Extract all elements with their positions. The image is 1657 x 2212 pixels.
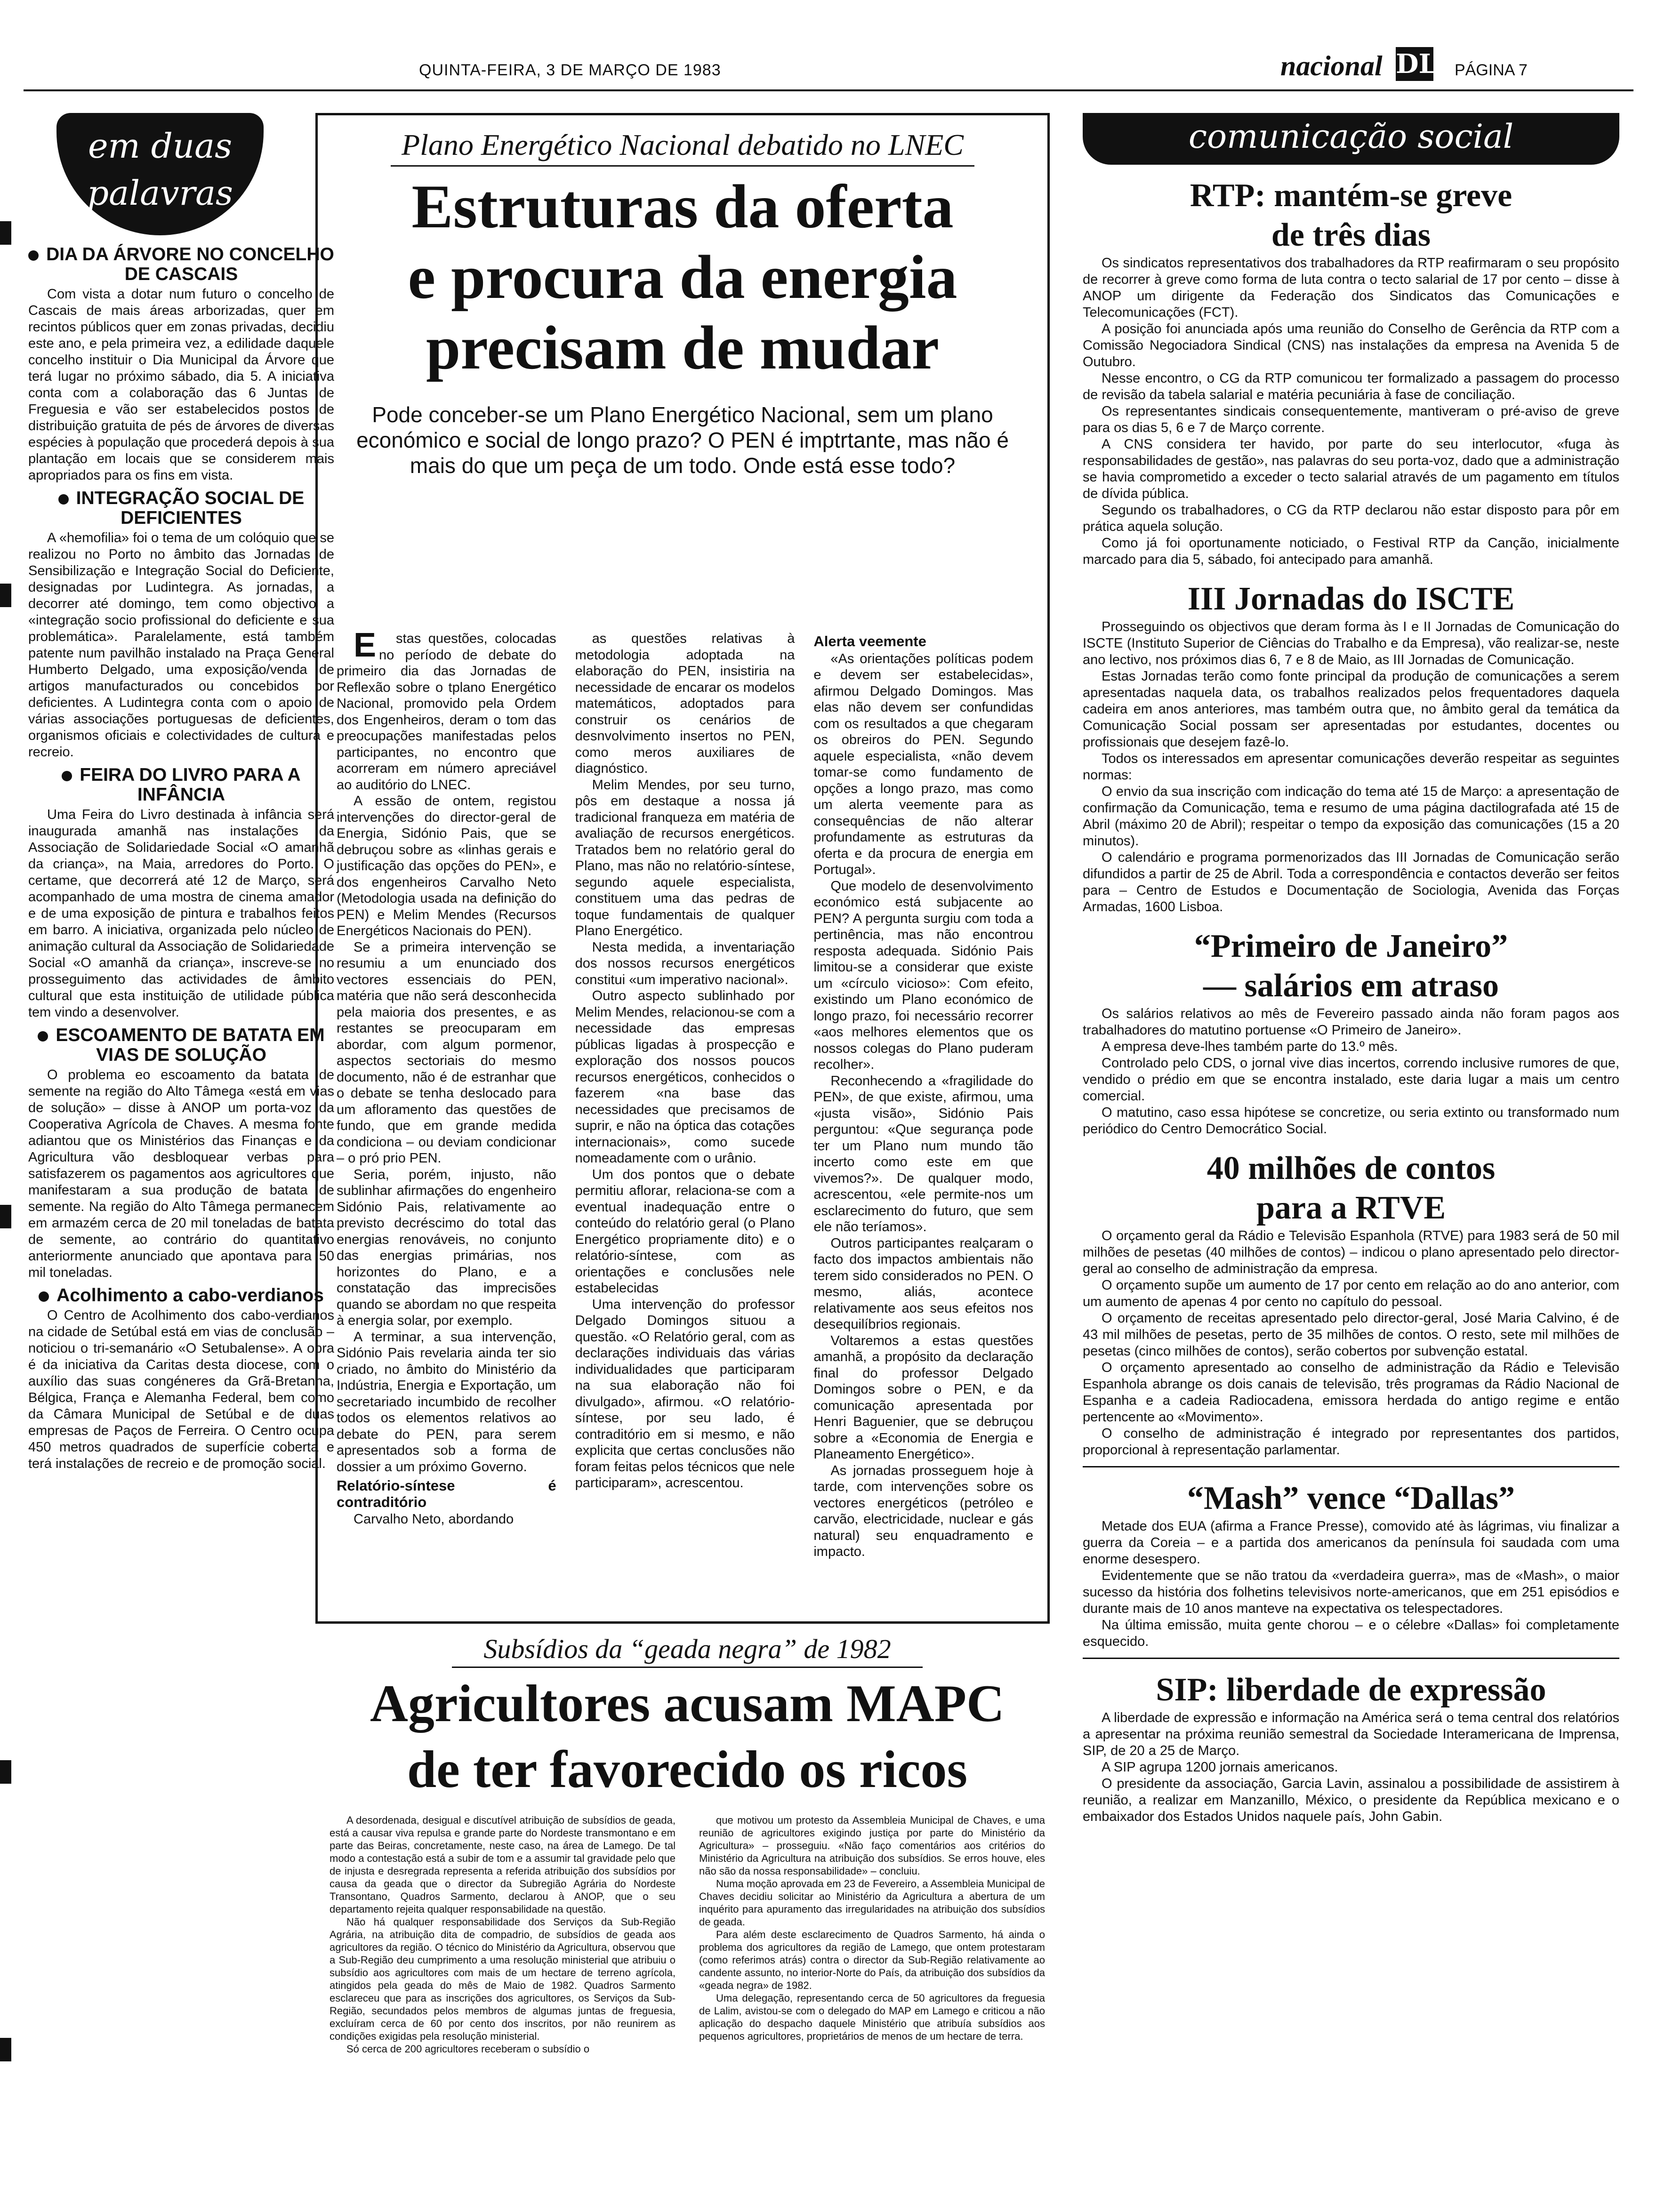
news-item [1083,1670,1619,1825]
agriculture-article [330,1633,1045,2055]
bullet-icon [62,771,72,781]
news-body: O orçamento geral da Rádio e Televisão Espanhola (RTVE) para 1983 será de 50 mil milhões de pesetas (40 milhões de contos) – indicou o plano apresentado pelo director-geral ao conselho de administração da empresa. O orçamento supõe um aumento de 17 por cento em relação ao do ano anterior, com um aumento de apenas 4 por cento no capítulo do pessoal. O orçamento de receitas apresentado pelo director-geral, José Maria Calvino, é de 43 mil milhões de pesetas, perto de 35 milhões de contos. O resto, sete mil milhões de pesetas (cinco milhões de contos), serão cobertos por subvenção estatal. O orçamento apresentado ao conselho de administração da Rádio e Televisão Espanhola abrange os dois canais de televisão, três programas da Rádio Nacional de Espanha e a cadeia Radiocadena, emissora herdada do antigo regime e então pertencente ao «Movimento». O conselho de administração é integrado por representantes dos partidos, proporcional à representação parlamentar. [1083,1228,1619,1458]
news-title: “Mash” vence “Dallas” [1187,1480,1515,1516]
brief-text: Uma Feira do Livro destinada à infância será inaugurada amanhã nas instalações da Associação de Solidariedade Social «O amanhã da criança», na Maia, arredores do Porto. O certame, que decorrerá até 12 de Março, será acompanhado de uma mostra de cinema amador e de uma exposição de pintura e trabalhos feitos em barro. A iniciativa, organizada pelo núcleo de animação cultural da Associação de Solidariedade Social «O amanhã da criança», inscreve-se no prosseguimento das actividades de âmbito cultural que esta instituição de utilidade pública tem vindo a desenvolver. [28,807,334,1020]
margin-mark-icon [0,221,11,245]
news-title: SIP: liberdade de expressão [1156,1672,1546,1708]
header-rule [24,89,1633,91]
news-item [1083,1149,1619,1459]
comunicacao-social-banner: comunicação social [1083,113,1619,165]
news-title: 40 milhões de contos para a RTVE [1207,1150,1496,1226]
news-body: A liberdade de expressão e informação na América será o tema central dos relatórios a apresentar na próxima reunião semestral da Sociedade Interamericana de Imprensa, SIP, de 20 a 25 de Março. A SIP agrupa 1200 jornais americanos. O presidente da associação, Garcia Lavin, assinalou a possibilidade de assistirem à reunião, a realizar em Manzanillo, México, o presidente da República mexicano e o embaixador dos Estados Unidos naquele país, John Gabin. [1083,1710,1619,1824]
badge-line-1: em duas [88,126,233,166]
brief-item [28,245,334,484]
bullet-icon [58,494,69,505]
article-headline: Agricultores acusam MAPC de ter favorecido os ricos [370,1675,1005,1799]
news-title: “Primeiro de Janeiro” — salários em atraso [1194,928,1508,1004]
margin-mark-icon [0,2038,11,2061]
brief-text: Com vista a dotar num futuro o concelho de Cascais de mais áreas arborizadas, quer em recintos públicos quer em zonas privadas, decidiu este ano, e pela primeira vez, a edilidade daquele concelho instituir o Dia Municipal da Árvore que terá lugar no próximo sábado, dia 5. A iniciativa conta com a colaboração das 6 Juntas de Freguesia e vão ser estabelecidos postos de distribuição gratuita de pés de árvores de diversas espécies à população que procederá depois à sua plantação em locais que se considerem mais apropriados para os fins em vista. [28,287,334,483]
energy-article-box [315,113,1050,1624]
body-column-2: que motivou um protesto da Assembleia Municipal de Chaves, e uma reunião de agricultores exigindo justiça por parte do Ministério da Agricultura» – prosseguiu. «Não faço comentários aos critérios do Ministério da Agricultura na atribuição dos subsídios. Se erros houve, eles não são da nossa responsabilidade» – concluiu. Numa moção aprovada em 23 de Fevereiro, a Assembleia Municipal de Chaves decidiu solicitar ao Ministério da Agricultura a abertura de um inquérito para apuramento das irregularidades na atribuição dos subsídios de geada. Para além deste esclarecimento de Quadros Sarmento, há ainda o problema dos agricultores da região de Lamego, que ontem protestaram (como referimos atrás) contra o director da Sub-Região relativamente ao candente assunto, no interior-Norte do País, da atribuição dos subsídios da «geada negra» de 1982. Uma delegação, representando cerca de 50 agricultores da freguesia de Lalim, avistou-se com o delegado do MAP em Lamego e criticou a não aplicação do despacho daquele Ministério que atribuía subsídios aos pequenos agricultores, proprietários de menos de um hectare de terra. [699,1814,1046,2042]
brief-title: ESCOAMENTO DE BATATA EM VIAS DE SOLUÇÃO [28,1026,334,1065]
article-kicker: Subsídios da “geada negra” de 1982 [483,1634,891,1664]
body-column-1: Estas questões, colocadas no período de debate do primeiro dia das Jornadas de Reflexão sobre o tplano Energético Nacional, promovido pela Ordem dos Engenheiros, deram o tom das preocupações manifestadas pelos participantes, no encontro que acorreram em número apreciável ao auditório do LNEC. A essão de ontem, registou intervenções do director-geral de Energia, Sidónio Pais, que se debruçou sobre as «linhas gerais e justificação das opções do PEN», e dos engenheiros Carvalho Neto (Metodologia usada na definição do PEN) e Melim Mendes (Recursos Energéticos Nacionais do PEN). Se a primeira intervenção se resumiu a um enunciado dos vectores essenciais do PEN, matéria que não será desconhecida pela maioria dos presentes, e as restantes se preocuparam em abordar, com algum pormenor, aspectos sectoriais do mesmo documento, não é de estranhar que o debate se tenha deslocado para um afloramento das questões de fundo, que em grande medida condiciona – ou deviam condicionar – o pró prio PEN. Seria, porém, injusto, não sublinhar afirmações do engenheiro Sidónio Pais, relativamente ao previsto decréscimo do total das energias renováveis, no conjunto das energias primárias, nos horizontes do Plano, e a constatação das imprecisões quando se abordam no que respeita à energia solar, por exemplo. A terminar, a sua intervenção, Sidónio Pais revelaria ainda ter sio criado, no âmbito do Ministério da Indústria, Energia e Exportação, um secretariado incumbido de recolher todos os elementos relativos ao debate do PEN, para serem apresentados sob a forma de dossier a um próximo Governo. Relatório-síntese é contraditório Carvalho Neto, abordando [337,626,556,1527]
article-headline: Estruturas da oferta e procura da energia precisam de mudar [408,172,957,382]
brief-text: O Centro de Acolhimento dos cabo-verdianos na cidade de Setúbal está em vias de conclusão – noticiou o tri-semanário «O Setubalense». A obra é da iniciativa da Caritas desta diocese, com o auxílio das suas congéneres da Grã-Bretanha, Bélgica, França e Alemanha Federal, bem como da Câmara Municipal de Setúbal e de duas empresas de Paços de Ferreira. O Centro ocupa 450 metros quadrados de superfície coberta e terá instalações de recreio e de promoção social. [28,1308,334,1471]
brief-item [28,489,334,761]
page-number: PÁGINA 7 [1455,61,1528,79]
news-item [1083,927,1619,1138]
body-column-3: Alerta veemente «As orientações políticas podem e devem ser estabelecidas», afirmou Delgado Domingos. Mas elas não devem ser confundidas com os resultados a que chegaram os obreiros do PEN. Segundo aquele especialista, «não devem tomar-se como fundamento de opções a longo prazo, mas como um alerta veemente para as consequências de não alterar profundamente as estruturas da oferta e da procura de energia em Portugal». Que modelo de desenvolvimento económico está subjacente ao PEN? A pergunta surgiu com toda a pertinência, mas não encontrou resposta adequada. Sidónio Pais limitou-se a considerar que existe um «círculo vicioso»: Com efeito, existindo um Plano económico de longo prazo, foi necessário recorrer «aos melhores elementos que os nossos colegas do Plano puderam recolher». Reconhecendo a «fragilidade do PEN», de que existe, afirmou, uma «justa visão», Sidónio Pais perguntou: «Que segurança pode ter um Plano num mundo tão incerto como este em que vivemos?». De qualquer modo, acrescentou, «ele permite-nos um esclarecimento do futuro, que sem ele não teríamos». Outros participantes realçaram o facto dos impactos ambientais não terem sido considerados no PEN. O mesmo, aliás, acontece relativamente aos seus efeitos nos desequilíbrios regionais. Voltaremos a estas questões amanhã, a propósito da declaração final do professor Delgado Domingos sobre o PEN, e da comunicação apresentada por Henri Baguenier, que se debruçou sobre a «Economia de Energia e Planeamento Energético». As jornadas prosseguem hoje à tarde, com intervenções sobre os vectores energéticos (petróleo e carvão, electricidade, nuclear e gás natural) seu enquadramento e impacto. [813,633,1034,1559]
section-title: nacional [1280,50,1383,81]
news-body: Os salários relativos ao mês de Fevereiro passado ainda não foram pagos aos trabalhadores do matutino portuense «O Primeiro de Janeiro». A empresa deve-lhes também parte do 13.º mês. Controlado pelo CDS, o jornal vive dias incertos, correndo inclusive rumores de que, vendido o prédio em que se encontra instalado, este daria lugar a mais um centro comercial. O matutino, caso essa hipótese se concretize, ou seria extinto ou transformado num periódico do Centro Democrático Social. [1083,1006,1619,1137]
margin-mark-icon [0,1760,11,1784]
badge-line-2: palavras [87,173,233,213]
brief-item [28,765,334,1021]
divider [1083,1658,1619,1659]
news-body: Prosseguindo os objectivos que deram forma às I e II Jornadas de Comunicação do ISCTE (Instituto Superior de Ciências do Trabalho e da Empresa), vão realizar-se, neste ano lectivo, nos próximos dias 6, 7 e 8 de Maio, as III Jornadas de Comunicação. Estas Jornadas terão como fonte principal da produção de comunicações a serem apresentadas naquela data, os trabalhos realizados pelos frequentadores daquela cadeira em anos anteriores, mas também outra que, no âmbito geral da temática da Comunicação Social possam ser apresentadas por estudantes, docentes ou profissionais que desejem fazê-lo. Todos os interessados em apresentar comunicações deverão respeitar as seguintes normas: O envio da sua inscrição com indicação do tema até 15 de Março: a apresentação de confirmação da Comunicação, tema e resumo de uma página dactilografada até 15 de Abril (máximo 20 de Abril); respeitar o tempo da exposição das comunicações (15 a 20 minutos). O calendário e programa pormenorizados das III Jornadas de Comunicação serão difundidos a partir de 25 de Abril. Toda a correspondência e contactos deverão ser feitos para – Centro de Estudos e Documentação de Sociologia, Avenida das Forças Armadas, 1600 Lisboa. [1083,619,1619,914]
brief-item [28,1026,334,1281]
brief-title: INTEGRAÇÃO SOCIAL DE DEFICIENTES [28,489,334,528]
brief-item [28,1286,334,1472]
subheading: Alerta veemente [813,633,926,649]
newspaper-logo-icon: DL [1396,47,1433,81]
news-body: Os sindicatos representativos dos trabalhadores da RTP reafirmaram o seu propósito de recorrer à greve como forma de luta contra o tecto salarial de 17 por cento – disse à ANOP um dirigente da Federação dos Sindicatos das Comunicações e Telecomunicações (FCT). A posição foi anunciada após uma reunião do Conselho de Gerência da RTP com a Comissão Negociadora Sindical (CNS) nas instalações da empresa na Avenida 5 de Outubro. Nesse encontro, o CG da RTP comunicou ter formalizado a passagem do processo de revisão da tabela salarial e matéria pecuniária à fase de conciliação. Os representantes sindicais consequentemente, mantiveram o pré-aviso de greve para os dias 5, 6 e 7 de Março corrente. A CNS considera ter havido, por parte do seu interlocutor, «fuga às responsabilidades de gestão», nas palavras do seu porta-voz, dado que a administração se havia comprometido a exceder o tecto salarial através de um pagamento em títulos de dívida pública. Segundo os trabalhadores, o CG da RTP declarou não estar disposto para pôr em prática aquela solução. Como já foi oportunamente noticiado, o Festival RTP da Canção, inicialmente marcado para dia 5, sábado, foi antecipado para amanhã. [1083,256,1619,567]
article-body [337,626,1034,1610]
article-body [330,1814,1045,2055]
brief-title: Acolhimento a cabo-verdianos [28,1286,334,1306]
subheading: Relatório-síntese é contraditório [337,1477,556,1510]
margin-mark-icon [0,584,11,607]
em-duas-palavras-badge [56,113,264,235]
header-date: QUINTA-FEIRA, 3 DE MARÇO DE 1983 [419,61,721,79]
article-lead: Pode conceber-se um Plano Energético Nacional, sem um plano económico e social de longo prazo? O PEN é imptrtante, mas não é mais do que um peça de um todo. Onde está esse todo? [356,402,1009,478]
bullet-icon [38,1031,48,1042]
bullet-icon [28,250,39,261]
body-column-2: as questões relativas à metodologia adoptada na elaboração do PEN, insistiria na necessidade de encarar os modelos matemáticos, adoptados para construir os cenários de desnvolvimento insertos no PEN, como meros auxiliares de diagnóstico. Melim Mendes, por seu turno, pôs em destaque a nossa já tradicional franqueza em matéria de avaliação de recursos energéticos. Tratados bem no relatório geral do Plano, mas não no relatório-síntese, segundo aquele especialista, constituem uma das pedras de toque fundamentais de qualquer Plano Energético. Nesta medida, a inventariação dos nossos recursos energéticos constitui «um imperativo nacional». Outro aspecto sublinhado por Melim Mendes, relacionou-se com a necessidade das empresas públicas ligadas à prospecção e exploração dos nossos poucos recursos energéticos, conhecidos o fazerem «na base das necessidades que precisamos de suprir, e não na óptica das cotações internacionais», como sucede nomeadamente com o urânio. Um dos pontos que o debate permitiu aflorar, relaciona-se com a eventual inadequação entre o conteúdo do relatório geral (o Plano Energético propriamente dito) e o relatório-síntese, com as orientações e conclusões nele estabelecidas Uma intervenção do professor Delgado Domingos situou a questão. «O Relatório geral, com as declarações individuais das várias individualidades que participaram na sua elaboração não foi divulgado», afirmou. «O relatório-síntese, por seu lado, é contraditório em si mesmo, e não explicita que certas conclusões não foram feitas pelos técnicos que nele participaram», acrescentou. [575,631,795,1491]
news-body: Metade dos EUA (afirma a France Presse), comovido até às lágrimas, viu finalizar a guerra da Coreia – e a partida dos americanos da península foi saudada com uma enorme desespero. Evidentemente que se não tratou da «verdadeira guerra», mas de «Mash», o maior sucesso da história dos folhetins televisivos norte-americanos, que em 251 episódios e durante mais de 10 anos manteve na expectativa os telespectadores. Na última emissão, muita gente chorou – e o célebre «Dallas» foi completamente esquecido. [1083,1519,1619,1649]
left-column [28,113,334,1472]
bullet-icon [39,1291,49,1302]
brief-text: O problema eo escoamento da batata de semente na região do Alto Tâmega «está em vias de solução» – disse à ANOP um porta-voz da Cooperativa Agrícola de Chaves. A mesma fonte adiantou que os Ministérios das Finanças e da Agricultura vão desbloquear verbas para satisfazerem os pagamentos aos agricultores que manifestaram a sua produção de batata de semente. Na região do Alto Tâmega permanecem em armazém cerca de 20 mil toneladas de batata de semente, ao contrário do quantitativo anteriormente anunciado que apontava para 50 mil toneladas. [28,1067,334,1280]
news-item [1083,176,1619,568]
news-item [1083,1479,1619,1650]
brief-text: A «hemofilia» foi o tema de um colóquio que se realizou no Porto no âmbito das Jornadas de Sensibilização e Integração Social do Deficiente, designadas por Ludintegra. As jornadas, a decorrer até domingo, tem como objectivo a «integração socio profissional do deficiente e sua problemática». Paralelamente, está também patente num pavilhão instalado na Praça General Humberto Delgado, uma exposição/venda de artigos manufacturados ou concebidos por deficientes. A Ludintegra conta com o apoio de várias associações portuguesas de deficientes, organismos oficiais e colectividades de cultura e recreio. [28,530,334,760]
body-column-1: A desordenada, desigual e discutível atribuição de subsídios de geada, está a causar viva repulsa e grande parte do Nordeste transmontano e em parte das Beiras, concretamente, neste caso, na área de Lamego. De tal modo a contestação está a subir de tom e a assumir tal gravidade pelo que de injusta e desregrada representa a referida atribuição dos subsídios por causa da geada que o director da Subregião Agrária do Nordeste Transontano, Quadros Sarmento, declarou à ANOP, que o seu departamento rejeita qualquer responsabilidade na questão. Não há qualquer responsabilidade dos Serviços da Sub-Região Agrária, na atribuição dita de compadrio, de subsídios de geada aos agricultores da região. O técnico do Ministério da Agricultura, observou que a Sub-Região deu cumprimento a uma resolução ministerial que atribuiu o subsídio aos agricultores com mais de um hectare de terreno agrícola, atingidos pela geada do mês de Maio de 1982. Quadros Sarmento esclareceu que para as inscrições dos agricultores, os Serviços da Sub-Região, secundados pelos membros de algumas juntas de freguesia, excluíram cerca de 60 por cento dos inscritos, por não reunirem as condições exigidas pela resolução ministerial. Só cerca de 200 agricultores receberam o subsídio o [330,1814,676,2055]
news-title: III Jornadas do ISCTE [1187,581,1515,617]
kicker-rule [452,1667,923,1668]
news-item [1083,579,1619,915]
kicker-rule [391,165,974,167]
article-kicker: Plano Energético Nacional debatido no LNEC [402,128,964,161]
divider [1083,1466,1619,1467]
margin-mark-icon [0,1205,11,1228]
brief-title: DIA DA ÁRVORE NO CONCELHO DE CASCAIS [28,245,334,284]
brief-title: FEIRA DO LIVRO PARA A INFÂNCIA [28,765,334,805]
right-column [1083,113,1619,1825]
news-title: RTP: mantém-se greve de três dias [1190,177,1512,253]
